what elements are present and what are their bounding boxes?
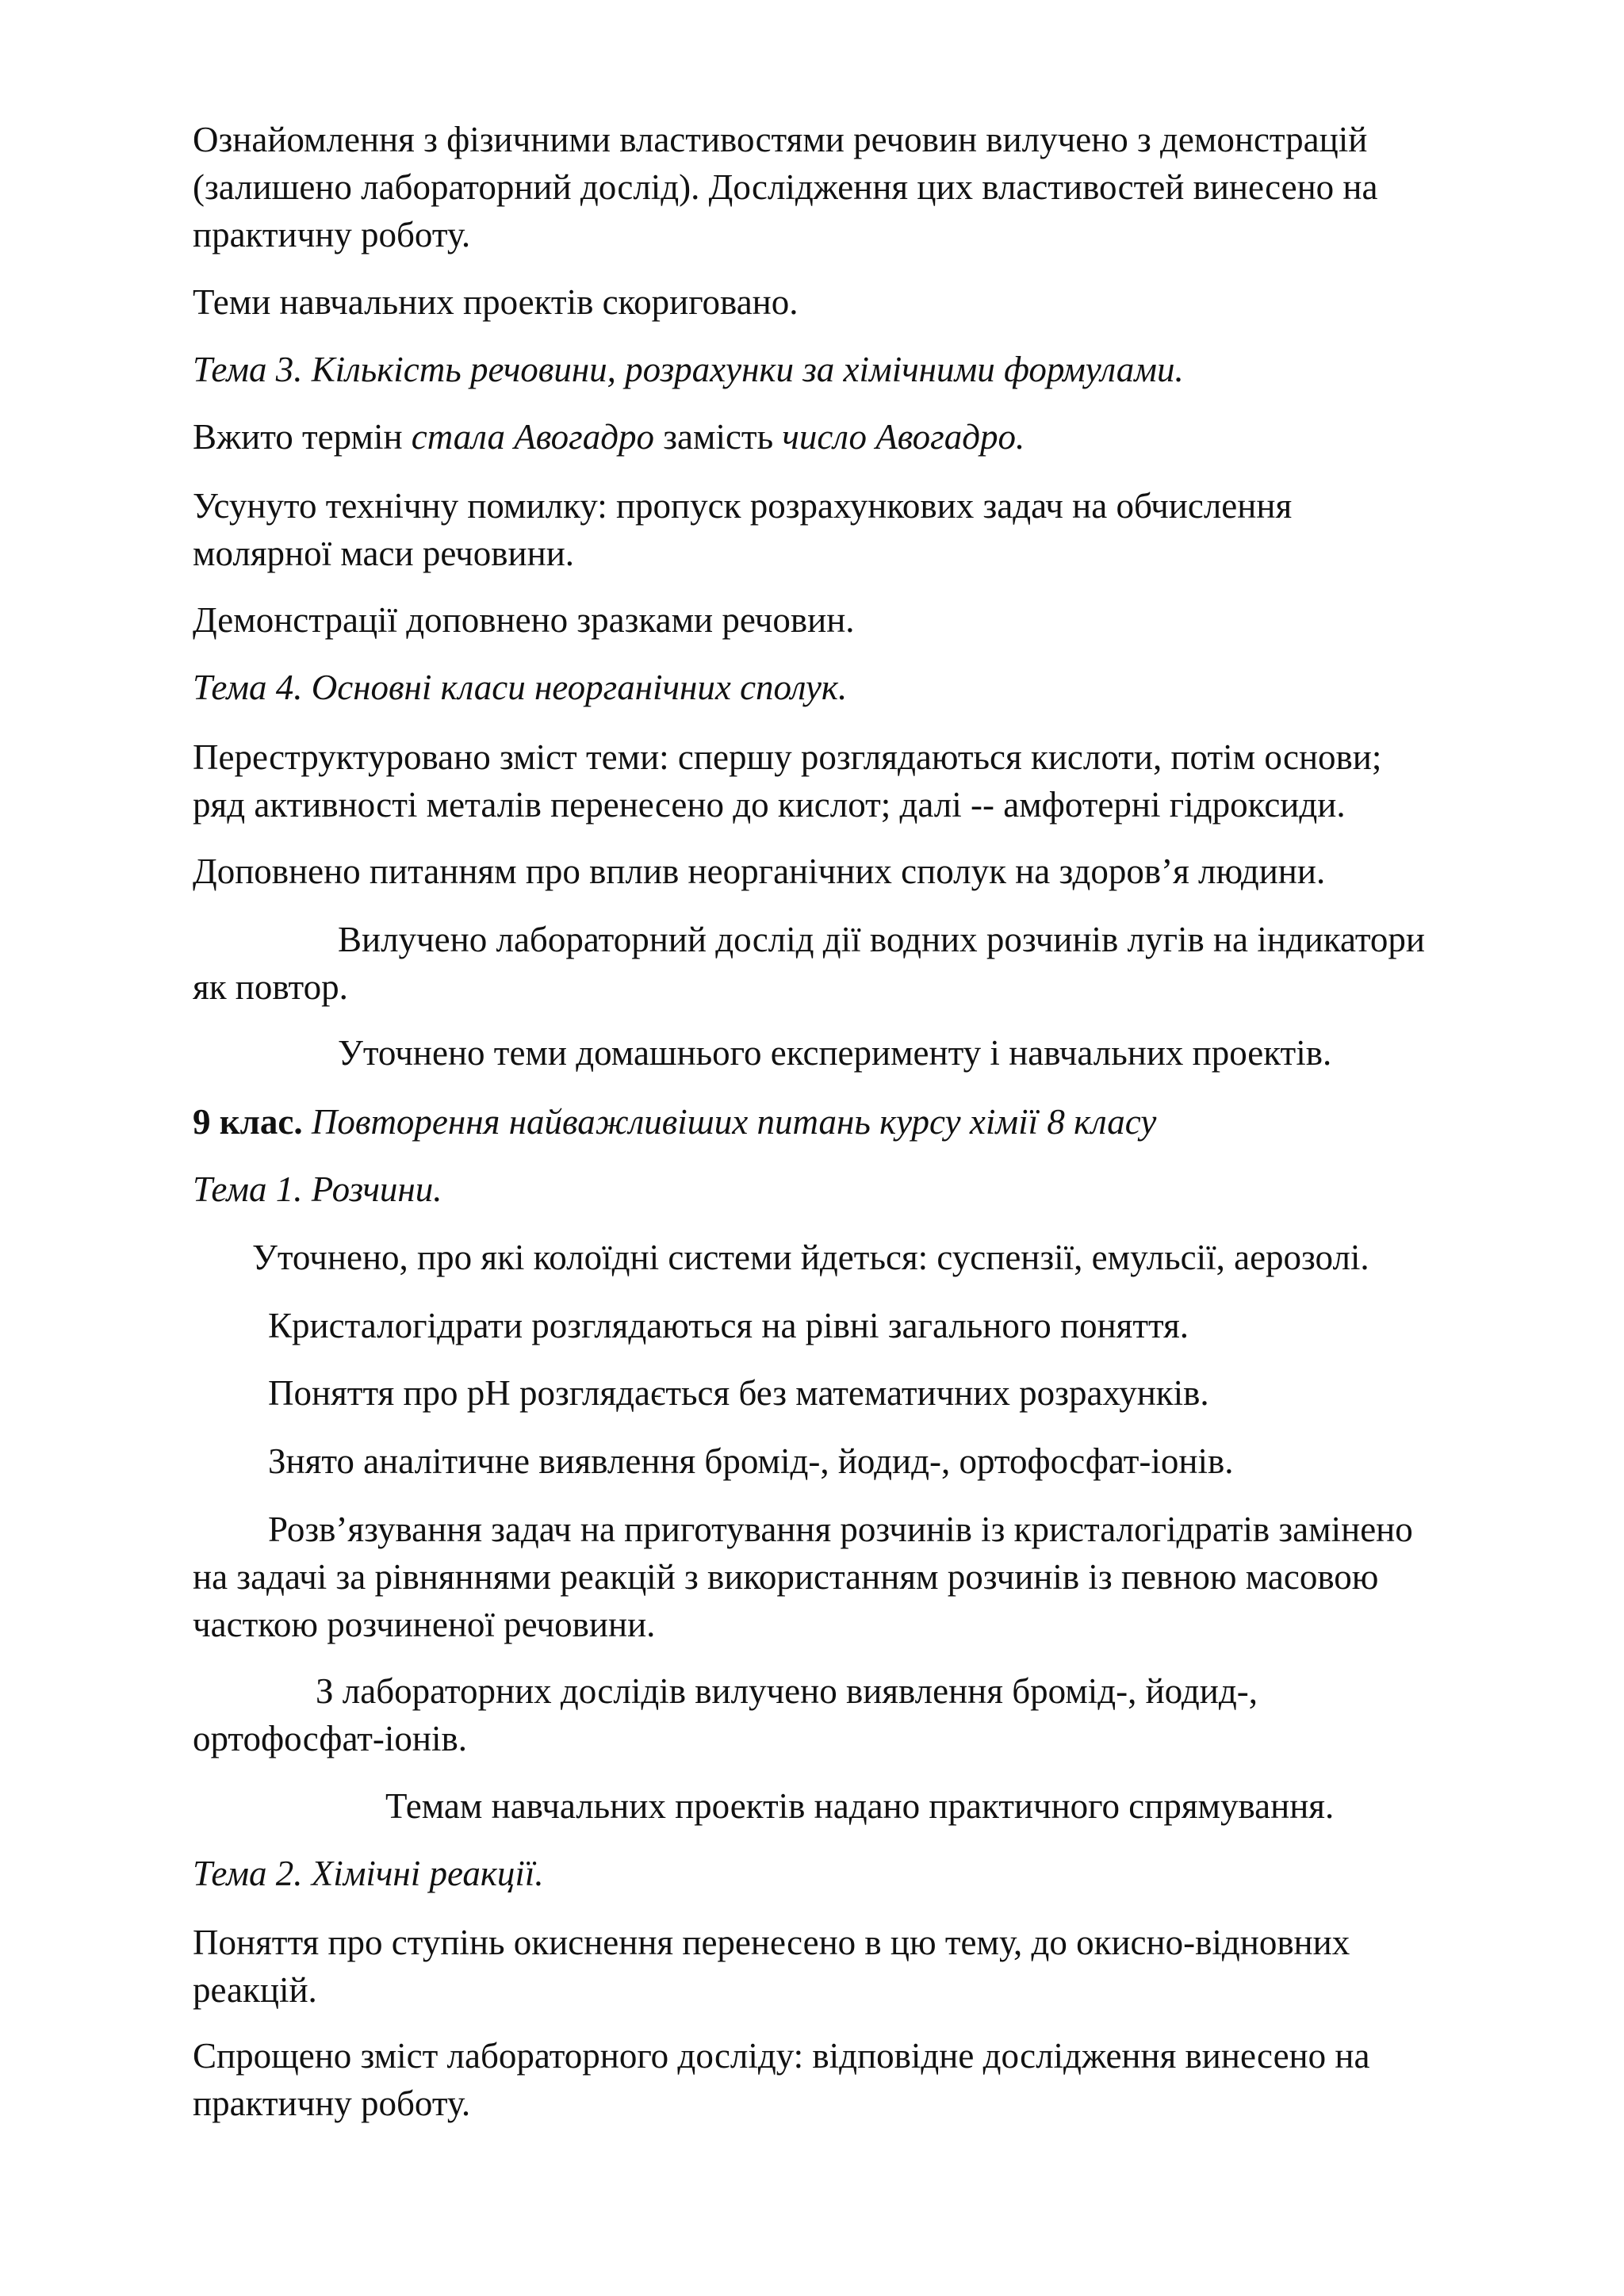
paragraph-projects-adjusted (193, 278, 1509, 326)
text-line: молярної маси речовини. (193, 534, 575, 573)
text-line: Доповнено питанням про вплив неорганічних сполук на здоров’я людини. (193, 851, 1326, 891)
paragraph-technical-error (193, 482, 1509, 577)
text-line: часткою розчиненої речовини. (193, 1605, 656, 1644)
text-line: Переструктуровано зміст теми: спершу розглядаються кислоти, потім основи; (193, 737, 1382, 777)
text-line: Тема 1. Розчини. (193, 1169, 442, 1209)
text-line: Тема 3. Кількість речовини, розрахунки за хімічними формулами. (193, 350, 1184, 389)
text-line: Вилучено лабораторний дослід дії водних розчинів лугів на індикатори (338, 920, 1425, 959)
text-line: Тема 2. Хімічні реакції. (193, 1854, 544, 1893)
grade-9-heading (193, 1098, 1509, 1146)
text-line: Уточнено, про які колоїдні системи йдеться: суспензії, емульсії, аерозолі. (252, 1238, 1369, 1277)
paragraph-home-experiment (193, 1029, 1509, 1077)
paragraph-avogadro (193, 413, 1509, 461)
text-line: на задачі за рівняннями реакцій з використанням розчинів із певною масовою (193, 1557, 1379, 1597)
text-run: Вжито термін (193, 417, 412, 457)
text-line: Знято аналітичне виявлення бромід-, йодид-, ортофосфат-іонів. (268, 1441, 1234, 1481)
text-line: Ознайомлення з фізичними властивостями речовин вилучено з демонстрацій (193, 120, 1368, 159)
paragraph-colloids (193, 1234, 1509, 1281)
paragraph-solutions-tasks (193, 1506, 1509, 1648)
text-line: як повтор. (193, 967, 348, 1007)
paragraph-oxidation-state (193, 1919, 1509, 2014)
grade-subtitle: Повторення найважливіших питань курсу хімії 8 класу (302, 1102, 1157, 1142)
paragraph-analytical (193, 1437, 1509, 1485)
text-line: Уточнено теми домашнього експерименту і навчальних проектів. (338, 1033, 1332, 1073)
text-line: ряд активності металів перенесено до кислот; далі -- амфотерні гідроксиди. (193, 785, 1346, 825)
text-line: З лабораторних дослідів вилучено виявлення бромід-, йодид-, (316, 1671, 1258, 1711)
text-line: Поняття про ступінь окиснення перенесено в цю тему, до окисно-відновних (193, 1923, 1350, 1962)
topic-4-heading (193, 664, 1509, 711)
text-line: Поняття про pH розглядається без математичних розрахунків. (268, 1373, 1209, 1413)
text-line: ортофосфат-іонів. (193, 1719, 467, 1758)
paragraph-restructured (193, 733, 1509, 828)
paragraph-health (193, 848, 1509, 895)
text-line: Кристалогідрати розглядаються на рівні загального поняття. (268, 1306, 1189, 1345)
paragraph-simplified-lab (193, 2032, 1509, 2127)
text-line: Спрощено зміст лабораторного досліду: відповідне дослідження винесено на (193, 2036, 1370, 2076)
paragraph-physical-properties (193, 116, 1509, 258)
text-line: Усунуто технічну помилку: пропуск розрахункових задач на обчислення (193, 486, 1293, 526)
text-line: Демонстрації доповнено зразками речовин. (193, 600, 855, 640)
topic-1-heading (193, 1165, 1509, 1213)
text-line: Тема 4. Основні класи неорганічних сполук. (193, 668, 848, 707)
text-line (193, 1098, 1509, 1146)
text-line: практичну роботу. (193, 215, 471, 254)
paragraph-lab-removed (193, 916, 1509, 1011)
paragraph-crystalhydrates (193, 1302, 1509, 1349)
term-avogadro-number: число Авогадро. (782, 417, 1025, 457)
text-line: практичну роботу. (193, 2084, 471, 2123)
paragraph-lab-ions (193, 1667, 1509, 1762)
term-avogadro-constant: стала Авогадро (411, 417, 654, 457)
topic-2-heading (193, 1850, 1509, 1897)
paragraph-demonstrations (193, 596, 1509, 644)
paragraph-practical-projects (193, 1782, 1509, 1830)
text-line: Теми навчальних проектів скориговано. (193, 282, 799, 322)
text-line: реакцій. (193, 1970, 317, 2010)
text-line: (залишено лабораторний дослід). Дослідження цих властивостей винесено на (193, 167, 1378, 207)
text-line (193, 413, 1509, 461)
paragraph-ph (193, 1369, 1509, 1417)
grade-label: 9 клас. (193, 1102, 303, 1142)
text-line: Темам навчальних проектів надано практичного спрямування. (385, 1786, 1335, 1826)
topic-3-heading (193, 346, 1509, 393)
text-line: Розв’язування задач на приготування розчинів із кристалогідратів замінено (268, 1510, 1413, 1549)
text-run: замість (653, 417, 783, 457)
